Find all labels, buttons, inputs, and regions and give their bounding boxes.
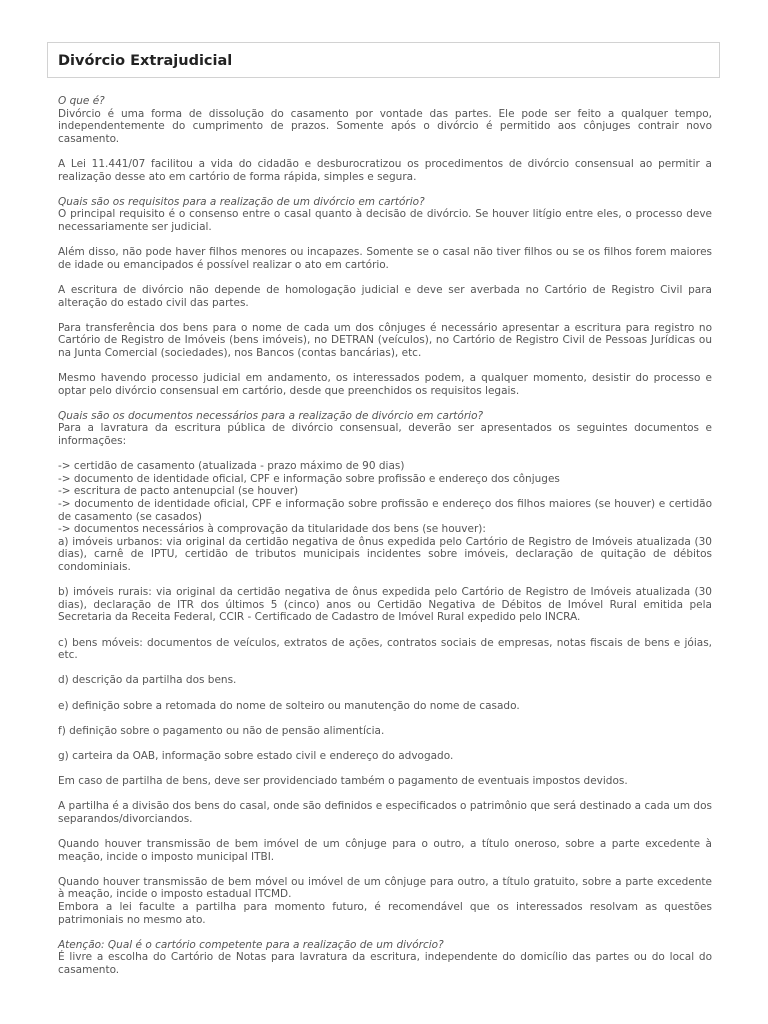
paragraph xyxy=(58,95,712,145)
list-item: -> escritura de pacto antenupcial (se houver) xyxy=(58,485,299,498)
paragraph-text: O principal requisito é o consenso entre o casal quanto à decisão de divórcio. Se houver litígio entre eles, o processo deve necessariamente ser judicial. xyxy=(58,208,712,233)
paragraph: f) definição sobre o pagamento ou não de pensão alimentícia. xyxy=(58,724,385,737)
paragraph: d) descrição da partilha dos bens. xyxy=(58,674,237,687)
paragraph: g) carteira da OAB, informação sobre estado civil e endereço do advogado. xyxy=(58,749,454,762)
list-item: -> documento de identidade oficial, CPF e informação sobre profissão e endereço dos cônjuges xyxy=(58,472,560,485)
question-heading: Quais são os documentos necessários para a realização de divórcio em cartório? xyxy=(58,409,484,422)
paragraph: Quando houver transmissão de bem imóvel de um cônjuge para o outro, a título oneroso, sobre a parte excedente à meação, incide o imposto municipal ITBI. xyxy=(58,838,712,863)
paragraph: A escritura de divórcio não depende de homologação judicial e deve ser averbada no Cartório de Registro Civil para alteração do estado civil das partes. xyxy=(58,283,712,309)
paragraph: c) bens móveis: documentos de veículos, extratos de ações, contratos sociais de empresas, notas fiscais de bens e jóias, etc. xyxy=(58,636,712,662)
page-title: Divórcio Extrajudicial xyxy=(58,53,233,69)
paragraph: Em caso de partilha de bens, deve ser providenciado também o pagamento de eventuais impostos devidos. xyxy=(58,775,628,788)
list-item: -> documento de identidade oficial, CPF e informação sobre profissão e endereço dos filhos maiores (se houver) e certidão de casamento (se casados) xyxy=(58,498,712,523)
paragraph-text: É livre a escolha do Cartório de Notas para lavratura da escritura, independente do domicílio das partes ou do local do casamento. xyxy=(58,951,712,976)
paragraph: b) imóveis rurais: via original da certidão negativa de ônus expedida pelo Cartório de Registro de Imóveis atualizada (30 dias), declaração de ITR dos últimos 5 (cinco) anos ou Certidão Negativa de Débitos de Imóvel Rural emitida pela Secretaria da Receita Federal, CCIR - Certificado de Cadastro de Imóvel Rural expedido pelo INCRA. xyxy=(58,586,712,624)
paragraph: Para transferência dos bens para o nome de cada um dos cônjuges é necessário apresentar a escritura para registro no Cartório de Registro de Imóveis (bens imóveis), no DETRAN (veículos), no Cartório de Registro Civil de Pessoas Jurídicas ou na Junta Comercial (sociedades), nos Bancos (contas bancárias), etc. xyxy=(58,321,712,359)
paragraph xyxy=(58,939,712,977)
paragraph xyxy=(58,410,712,448)
paragraph xyxy=(58,876,712,926)
paragraph-text: Para a lavratura da escritura pública de divórcio consensual, deverão ser apresentados os seguintes documentos e informações: xyxy=(58,422,712,448)
paragraph: Além disso, não pode haver filhos menores ou incapazes. Somente se o casal não tiver filhos ou se os filhos forem maiores de idade ou emancipados é possível realizar o ato em cartório. xyxy=(58,246,712,271)
list-item: -> certidão de casamento (atualizada - prazo máximo de 90 dias) xyxy=(58,460,405,473)
document-list xyxy=(58,460,712,573)
question-heading: O que é? xyxy=(58,95,105,107)
paragraph: e) definição sobre a retomada do nome de solteiro ou manutenção do nome de casado. xyxy=(58,699,520,712)
paragraph-text: Divórcio é uma forma de dissolução do casamento por vontade das partes. Ele pode ser feito a qualquer tempo, independentemente do cumprimento de prazos. Somente após o divórcio é permitido aos cônjuges contrair novo casamento. xyxy=(58,107,712,145)
question-heading: Atenção: Qual é o cartório competente para a realização de um divórcio? xyxy=(58,938,444,951)
title-box xyxy=(47,42,720,78)
paragraph-text: Quando houver transmissão de bem móvel ou imóvel de um cônjuge para outro, a título gratuito, sobre a parte excedente à meação, incide o imposto estadual ITCMD. xyxy=(58,875,712,901)
paragraph-text: Embora a lei faculte a partilha para momento futuro, é recomendável que os interessados resolvam as questões patrimoniais no mesmo ato. xyxy=(58,901,712,926)
list-item: -> documentos necessários à comprovação da titularidade dos bens (se houver): xyxy=(58,523,486,536)
question-heading: Quais são os requisitos para a realização de um divórcio em cartório? xyxy=(58,195,425,208)
list-item: a) imóveis urbanos: via original da certidão negativa de ônus expedida pelo Cartório de Registro de Imóveis atualizada (30 dias), carnê de IPTU, certidão de tributos municipais incidentes sobre imóveis, declaração de quitação de débitos condominiais. xyxy=(58,535,712,573)
article-body xyxy=(58,95,712,989)
paragraph: Mesmo havendo processo judicial em andamento, os interessados podem, a qualquer momento, desistir do processo e optar pelo divórcio consensual em cartório, desde que preenchidos os requisitos legais. xyxy=(58,372,712,397)
paragraph: A partilha é a divisão dos bens do casal, onde são definidos e especificados o patrimônio que será destinado a cada um dos separandos/divorciandos. xyxy=(58,800,712,825)
paragraph: A Lei 11.441/07 facilitou a vida do cidadão e desburocratizou os procedimentos de divórcio consensual ao permitir a realização desse ato em cartório de forma rápida, simples e segura. xyxy=(58,157,712,183)
paragraph xyxy=(58,196,712,234)
